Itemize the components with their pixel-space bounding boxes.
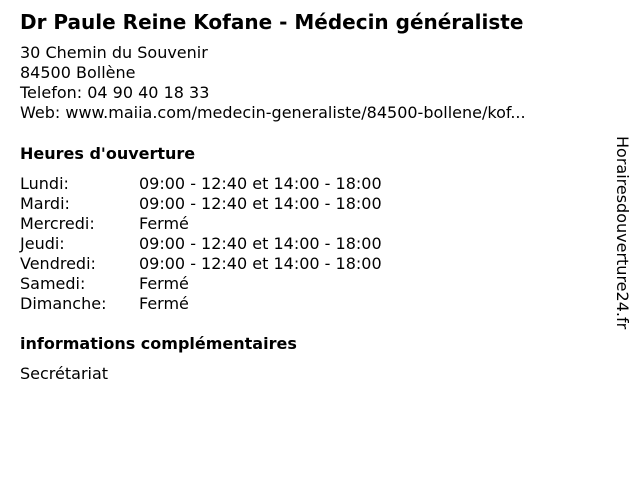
info-text: Secrétariat	[20, 364, 109, 383]
hours-heading: Heures d'ouverture	[20, 144, 196, 163]
day-hours: 09:00 - 12:40 et 14:00 - 18:00	[139, 174, 382, 193]
day-hours: Fermé	[139, 214, 189, 233]
day-hours: 09:00 - 12:40 et 14:00 - 18:00	[139, 194, 382, 213]
street-address: 30 Chemin du Souvenir	[20, 43, 208, 62]
phone-number: Telefon: 04 90 40 18 33	[20, 83, 210, 102]
day-label: Samedi:	[20, 274, 86, 293]
day-label: Lundi:	[20, 174, 69, 193]
day-label: Dimanche:	[20, 294, 107, 313]
day-hours: 09:00 - 12:40 et 14:00 - 18:00	[139, 234, 382, 253]
website-link: Web: www.maiia.com/medecin-generaliste/84500-bollene/kof...	[20, 103, 526, 122]
watermark	[611, 136, 633, 350]
day-hours: Fermé	[139, 294, 189, 313]
day-label: Mardi:	[20, 194, 70, 213]
day-label: Mercredi:	[20, 214, 95, 233]
page-title: Dr Paule Reine Kofane - Médecin généraliste	[20, 10, 524, 34]
info-heading: informations complémentaires	[20, 334, 297, 353]
address-block	[20, 43, 526, 123]
day-label: Jeudi:	[20, 234, 65, 253]
day-hours: 09:00 - 12:40 et 14:00 - 18:00	[139, 254, 382, 273]
day-label: Vendredi:	[20, 254, 96, 273]
watermark-text: Horairesdouverture24.fr	[613, 136, 632, 330]
city-postal: 84500 Bollène	[20, 63, 136, 82]
day-hours: Fermé	[139, 274, 189, 293]
